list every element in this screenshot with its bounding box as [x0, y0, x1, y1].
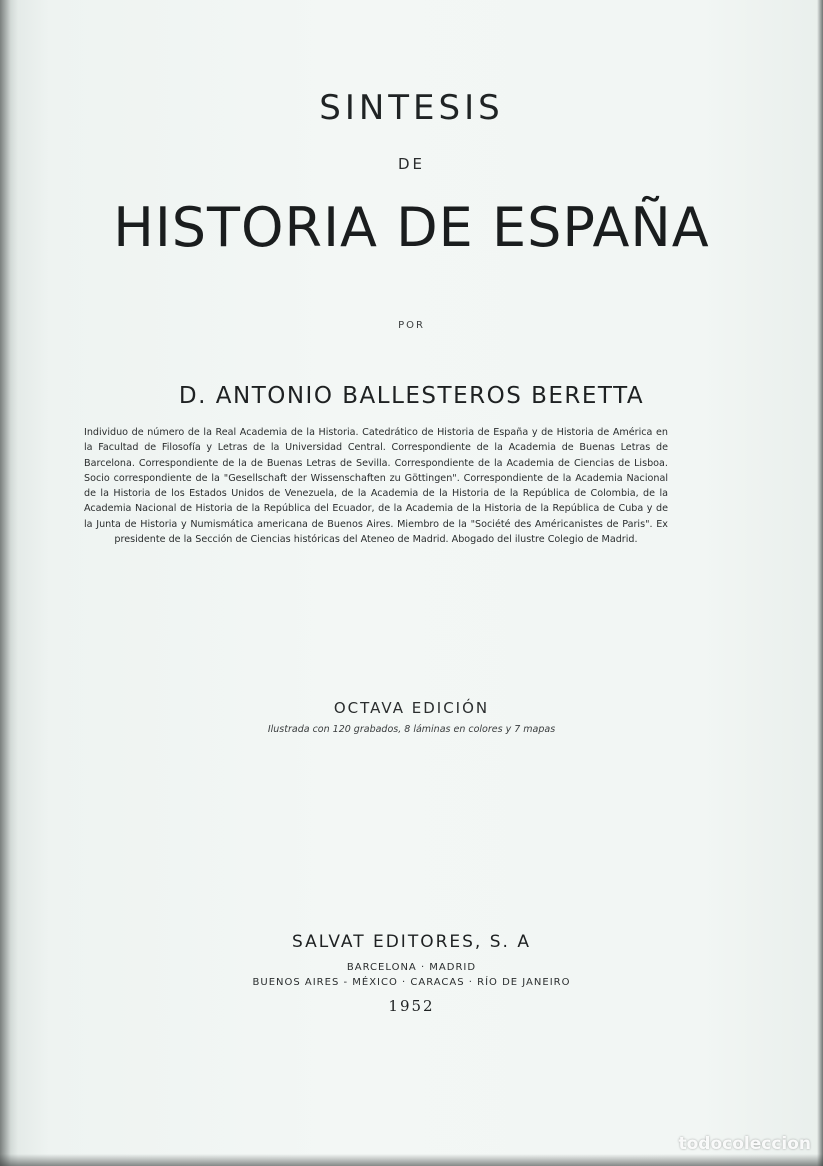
main-title: HISTORIA DE ESPAÑA [113, 196, 710, 259]
edition-label: OCTAVA EDICIÓN [333, 699, 490, 717]
page-bottom-edge [0, 1154, 823, 1166]
publisher-name: SALVAT EDITORES, S. A [292, 932, 531, 952]
author-name: D. ANTONIO BALLESTEROS BERETTA [178, 383, 645, 409]
page-right-edge [817, 0, 823, 1166]
author-credentials: Individuo de número de la Real Academia de la Historia. Catedrático de Historia de España y de Historia de América en la Facultad de Filosofía y Letras de la Universidad Central. Correspondiente de la Academia de Buenas Letras de Barcelona. Correspondiente de la de Buenas Letras de Sevilla. Correspondiente de la Academia de Ciencias de Lisboa. Socio correspondiente de la "Gesellschaft der Wissenschaften zu Göttingen". Correspondiente de la Academia Nacional de la Historia de los Estados Unidos de Venezuela, de la Academia de la Historia de la República de Colombia, de la Academia Nacional de Historia de la República del Ecuador, de la Academia de la Historia de la República de Cuba y de la Junta de Historia y Numismática americana de Buenos Aires. Miembro de la "Société des Américanistes de Paris". Ex presidente de la Sección de Ciencias históricas del Ateneo de Madrid. Abogado del ilustre Colegio de Madrid. [84, 427, 668, 546]
illustration-note: Ilustrada con 120 grabados, 8 láminas en colores y 7 mapas [267, 724, 556, 735]
watermark-logo: todocoleccion [678, 1134, 811, 1154]
publisher-cities-line2: BUENOS AIRES - MÉXICO · CARACAS · RÍO DE JANEIRO [252, 977, 571, 988]
title-line-de: DE [397, 155, 426, 173]
publisher-cities-line1: BARCELONA · MADRID [346, 962, 477, 973]
por-label: POR [398, 320, 425, 331]
spine-shadow [0, 0, 18, 1166]
title-line-sintesis: SINTESIS [319, 88, 504, 128]
publication-year: 1952 [388, 997, 435, 1015]
